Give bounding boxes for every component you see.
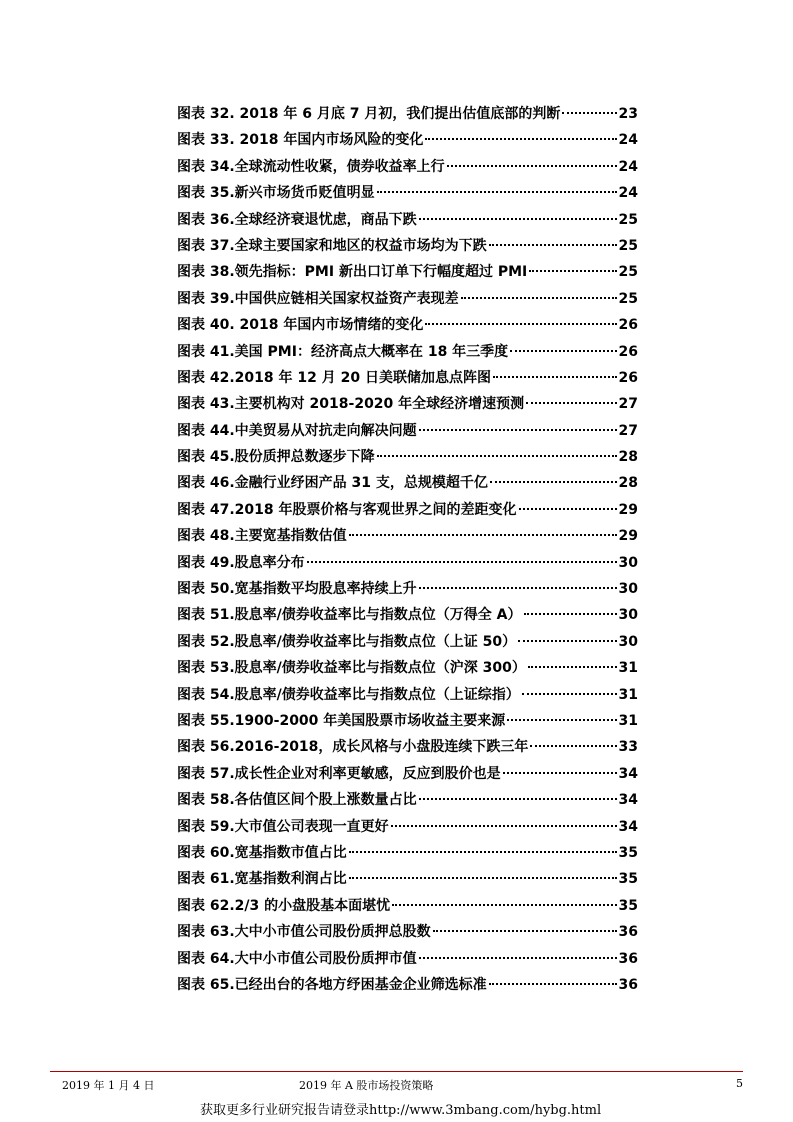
dot-leader [349, 851, 617, 853]
toc-entry-title: 图表 43.主要机构对 2018-2020 年全球经济增速预测 [177, 396, 525, 413]
toc-entry-title: 图表 61.宽基指数利润占比 [177, 871, 347, 888]
toc-entry[interactable] [177, 497, 638, 523]
toc-entry[interactable] [177, 127, 638, 153]
dot-leader [489, 983, 617, 985]
toc-entry-title: 图表 32. 2018 年 6 月底 7 月初，我们提出估值底部的判断 [177, 106, 561, 122]
toc-entry-title: 图表 56.2016-2018，成长风格与小盘股连续下跌三年 [177, 739, 529, 756]
dot-leader [425, 138, 616, 140]
toc-entry[interactable] [177, 602, 638, 628]
toc-entry-title: 图表 54.股息率/债券收益率比与指数点位（上证综指） [177, 686, 520, 703]
toc-entry-page: 33 [618, 739, 638, 756]
dot-leader [503, 772, 617, 774]
toc-entry-page: 34 [618, 792, 638, 809]
toc-entry[interactable] [177, 180, 638, 206]
toc-entry-title: 图表 33. 2018 年国内市场风险的变化 [177, 132, 424, 149]
dot-leader [419, 429, 617, 431]
toc-entry-page: 29 [618, 501, 638, 518]
footer-document-title: 2019 年 A 股市场投资策略 [299, 1079, 434, 1092]
toc-entry-title: 图表 35.新兴市场货币贬值明显 [177, 185, 375, 202]
toc-entry[interactable] [177, 444, 638, 470]
toc-entry[interactable] [177, 365, 638, 391]
toc-entry[interactable] [177, 233, 638, 259]
dot-leader [510, 350, 616, 352]
toc-entry-title: 图表 51.股息率/债券收益率比与指数点位（万得全 A） [177, 607, 522, 624]
toc-entry[interactable] [177, 286, 638, 312]
dot-leader [524, 613, 617, 615]
toc-entry-page: 26 [618, 317, 638, 334]
toc-entry-page: 24 [618, 185, 638, 202]
toc-entry-title: 图表 65.已经出台的各地方纾困基金企业筛选标准 [177, 976, 487, 993]
toc-entry[interactable] [177, 919, 638, 945]
toc-entry[interactable] [177, 154, 638, 180]
toc-entry[interactable] [177, 312, 638, 338]
toc-entry[interactable] [177, 655, 638, 681]
toc-entry-page: 35 [618, 871, 638, 888]
toc-entry-page: 28 [618, 449, 638, 466]
toc-entry[interactable] [177, 972, 638, 998]
toc-entry-title: 图表 49.股息率分布 [177, 554, 305, 571]
toc-entry-page: 35 [618, 844, 638, 861]
toc-entry-page: 25 [618, 211, 638, 228]
toc-entry-title: 图表 36.全球经济衰退忧虑，商品下跌 [177, 211, 417, 228]
toc-entry[interactable] [177, 259, 638, 285]
toc-entry-title: 图表 59.大市值公司表现一直更好 [177, 818, 389, 835]
dot-leader [392, 904, 616, 906]
toc-entry-title: 图表 63.大中小市值公司股份质押总股数 [177, 924, 431, 941]
toc-entry[interactable] [177, 207, 638, 233]
dot-leader [461, 297, 617, 299]
toc-entry-page: 35 [618, 897, 638, 914]
toc-entry[interactable] [177, 470, 638, 496]
toc-entry-page: 31 [618, 660, 638, 677]
dot-leader [377, 191, 617, 193]
dot-leader [349, 534, 617, 536]
toc-entry-page: 26 [618, 369, 638, 386]
dot-leader [507, 719, 616, 721]
toc-entry-page: 25 [618, 264, 638, 281]
toc-entry-title: 图表 46.金融行业纾困产品 31 支，总规模超千亿 [177, 475, 488, 492]
toc-entry-title: 图表 39.中国供应链相关国家权益资产表现差 [177, 290, 459, 307]
toc-entry-page: 31 [618, 686, 638, 703]
footer-promo-link[interactable]: 获取更多行业研究报告请登录http://www.3mbang.com/hybg.html [200, 1103, 602, 1118]
dot-leader [419, 218, 617, 220]
toc-entry-title: 图表 41.美国 PMI：经济高点大概率在 18 年三季度 [177, 343, 509, 360]
dot-leader [307, 561, 617, 563]
toc-entry-page: 36 [618, 950, 638, 967]
table-of-figures [177, 101, 638, 998]
footer-divider [50, 1071, 743, 1072]
toc-entry-title: 图表 47.2018 年股票价格与客观世界之间的差距变化 [177, 501, 517, 518]
toc-entry[interactable] [177, 391, 638, 417]
dot-leader [529, 270, 616, 272]
toc-entry-page: 27 [618, 422, 638, 439]
toc-entry-title: 图表 45.股份质押总数逐步下降 [177, 449, 375, 466]
toc-entry-page: 31 [618, 712, 638, 729]
toc-entry-page: 23 [618, 106, 638, 122]
dot-leader [518, 640, 616, 642]
toc-entry-page: 36 [618, 976, 638, 993]
toc-entry-title: 图表 42.2018 年 12 月 20 日美联储加息点阵图 [177, 369, 491, 386]
dot-leader [528, 666, 617, 668]
dot-leader [562, 112, 616, 114]
toc-entry-page: 25 [618, 237, 638, 254]
toc-entry-page: 30 [618, 581, 638, 598]
toc-entry[interactable] [177, 866, 638, 892]
toc-entry-page: 28 [618, 475, 638, 492]
toc-entry-title: 图表 50.宽基指数平均股息率持续上升 [177, 581, 417, 598]
dot-leader [419, 957, 617, 959]
toc-entry-page: 30 [618, 633, 638, 650]
dot-leader [447, 165, 617, 167]
toc-entry[interactable] [177, 787, 638, 813]
dot-leader [489, 244, 617, 246]
toc-entry-page: 26 [618, 343, 638, 360]
toc-entry-page: 34 [618, 765, 638, 782]
toc-entry-page: 24 [618, 132, 638, 149]
dot-leader [419, 587, 617, 589]
dot-leader [519, 508, 617, 510]
toc-entry[interactable] [177, 629, 638, 655]
toc-entry-title: 图表 57.成长性企业对利率更敏感，反应到股价也是 [177, 765, 501, 782]
toc-entry-title: 图表 40. 2018 年国内市场情绪的变化 [177, 317, 424, 334]
toc-entry-page: 30 [618, 607, 638, 624]
toc-entry[interactable] [177, 734, 638, 760]
toc-entry-title: 图表 53.股息率/债券收益率比与指数点位（沪深 300） [177, 660, 526, 677]
footer-date: 2019 年 1 月 4 日 [62, 1079, 155, 1092]
toc-entry-title: 图表 38.领先指标：PMI 新出口订单下行幅度超过 PMI [177, 264, 528, 281]
dot-leader [530, 745, 616, 747]
dot-leader [526, 402, 616, 404]
toc-entry[interactable] [177, 682, 638, 708]
toc-entry-page: 25 [618, 290, 638, 307]
footer-page-number: 5 [736, 1077, 743, 1090]
toc-entry[interactable] [177, 893, 638, 919]
dot-leader [493, 376, 617, 378]
toc-entry-page: 27 [618, 396, 638, 413]
toc-entry-page: 36 [618, 924, 638, 941]
toc-entry[interactable] [177, 576, 638, 602]
toc-entry[interactable] [177, 946, 638, 972]
toc-entry-title: 图表 55.1900-2000 年美国股票市场收益主要来源 [177, 712, 506, 729]
toc-entry[interactable] [177, 761, 638, 787]
toc-entry[interactable] [177, 418, 638, 444]
toc-entry-title: 图表 64.大中小市值公司股份质押市值 [177, 950, 417, 967]
toc-entry-page: 30 [618, 554, 638, 571]
dot-leader [349, 877, 617, 879]
dot-leader [377, 455, 617, 457]
toc-entry-title: 图表 34.全球流动性收紧，债券收益率上行 [177, 158, 445, 175]
dot-leader [419, 798, 617, 800]
toc-entry[interactable] [177, 814, 638, 840]
toc-entry-title: 图表 44.中美贸易从对抗走向解决问题 [177, 422, 417, 439]
dot-leader [433, 930, 617, 932]
toc-entry[interactable] [177, 550, 638, 576]
toc-entry[interactable] [177, 339, 638, 365]
toc-entry-title: 图表 48.主要宽基指数估值 [177, 528, 347, 545]
dot-leader [425, 323, 616, 325]
toc-entry-title: 图表 37.全球主要国家和地区的权益市场均为下跌 [177, 237, 487, 254]
toc-entry-title: 图表 58.各估值区间个股上涨数量占比 [177, 792, 417, 809]
toc-entry-page: 34 [618, 818, 638, 835]
toc-entry-page: 24 [618, 158, 638, 175]
dot-leader [391, 825, 617, 827]
toc-entry[interactable] [177, 523, 638, 549]
toc-entry-title: 图表 60.宽基指数市值占比 [177, 844, 347, 861]
toc-entry-title: 图表 52.股息率/债券收益率比与指数点位（上证 50） [177, 633, 517, 650]
dot-leader [522, 693, 617, 695]
toc-entry[interactable] [177, 101, 638, 127]
toc-entry-title: 图表 62.2/3 的小盘股基本面堪忧 [177, 897, 391, 914]
toc-entry-page: 29 [618, 528, 638, 545]
dot-leader [490, 481, 617, 483]
toc-entry[interactable] [177, 708, 638, 734]
toc-entry[interactable] [177, 840, 638, 866]
